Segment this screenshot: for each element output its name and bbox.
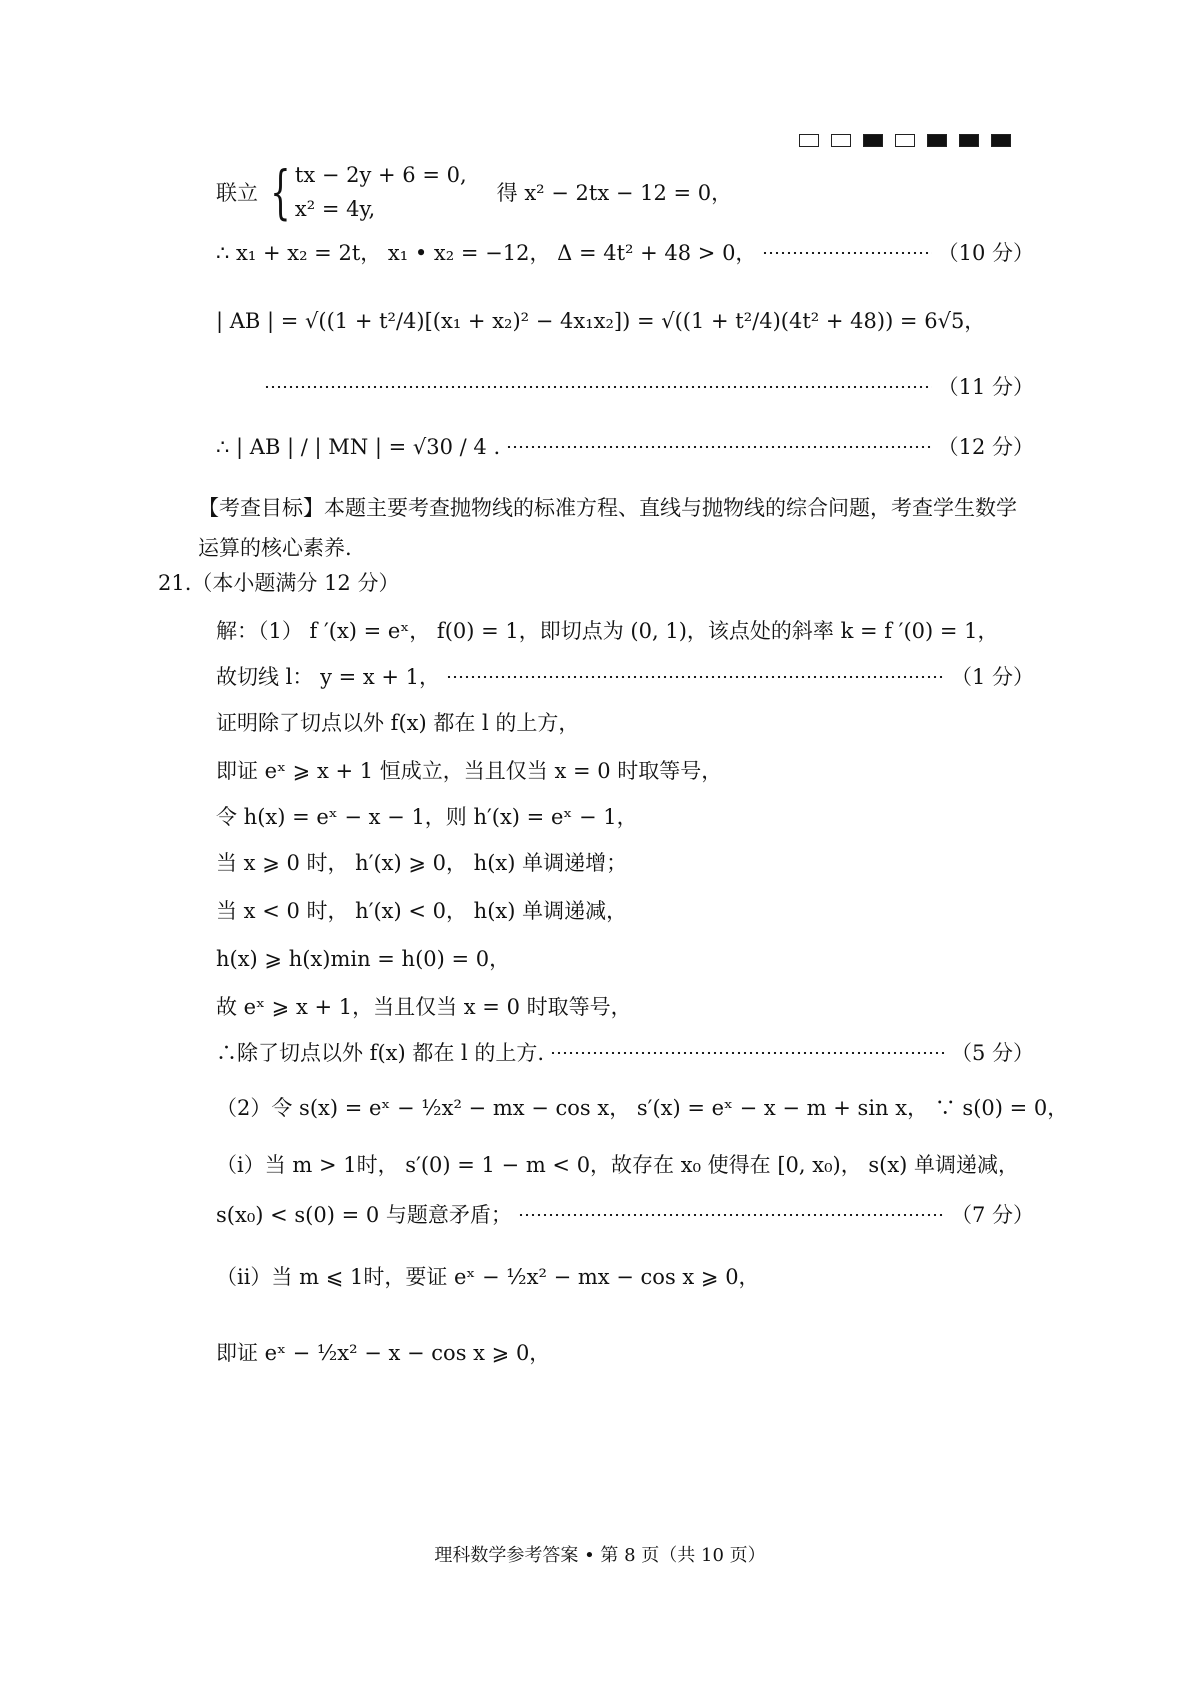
dot-leader xyxy=(550,1052,945,1054)
solution-line xyxy=(216,238,1034,268)
marker-empty xyxy=(799,134,819,147)
line-text: ∴ | AB | / | MN | = √30 / 4 . xyxy=(216,435,501,459)
score-label: （5 分） xyxy=(950,1041,1034,1065)
solution-line xyxy=(216,708,1034,738)
equation-system xyxy=(216,160,732,224)
solution-line xyxy=(216,662,1034,692)
line-text: 当 x < 0 时， h′(x) < 0， h(x) 单调递减， xyxy=(216,899,628,923)
marker-filled xyxy=(991,134,1011,147)
line-text: （2）令 s(x) = eˣ − ½x² − mx − cos x， s′(x) = eˣ − x − m + sin x， ∵ s(0) = 0， xyxy=(216,1096,1069,1120)
line-text: 当 x ⩾ 0 时， h′(x) ⩾ 0， h(x) 单调递增； xyxy=(216,851,628,875)
line-text: h(x) ⩾ h(x)min = h(0) = 0， xyxy=(216,947,511,971)
marker-empty xyxy=(895,134,915,147)
dot-leader xyxy=(446,676,945,678)
system-eq-1: tx − 2y + 6 = 0, xyxy=(294,163,467,187)
marker-empty xyxy=(831,134,851,147)
score-label: （7 分） xyxy=(950,1203,1034,1227)
solution-line xyxy=(216,1038,1034,1068)
line-text: （i）当 m > 1时， s′(0) = 1 − m < 0，故存在 x₀ 使得在 [0, x₀)， s(x) 单调递减， xyxy=(216,1153,1020,1177)
solution-line xyxy=(216,1093,1069,1123)
marker-filled xyxy=(863,134,883,147)
solution-line xyxy=(216,432,1034,462)
left-brace: { xyxy=(270,158,291,226)
page-footer: 理科数学参考答案 • 第 8 页（共 10 页） xyxy=(434,1545,766,1566)
solution-line xyxy=(216,1338,1034,1368)
dot-leader xyxy=(762,252,931,254)
line-text: （ii）当 m ⩽ 1时，要证 eˣ − ½x² − mx − cos x ⩾ 0， xyxy=(216,1265,760,1289)
marker-filled xyxy=(959,134,979,147)
line-text: 即证 eˣ − ½x² − x − cos x ⩾ 0， xyxy=(216,1341,551,1365)
system-label: 联立 xyxy=(216,181,258,205)
system-eq-2: x² = 4y, xyxy=(294,197,376,221)
solution-line xyxy=(258,372,1034,402)
line-text: 故 eˣ ⩾ x + 1，当且仅当 x = 0 时取等号， xyxy=(216,995,632,1019)
question-title: 21.（本小题满分 12 分） xyxy=(158,571,400,595)
solution-line xyxy=(216,306,1034,336)
solution-line xyxy=(216,1262,1034,1292)
exam-target-paragraph: 【考查目标】本题主要考查抛物线的标准方程、直线与抛物线的综合问题，考查学生数学运算的核心素养. xyxy=(198,496,1017,560)
line-text: 故切线 l： y = x + 1， xyxy=(216,665,441,689)
solution-line xyxy=(216,944,1034,974)
line-text: ∴除了切点以外 f(x) 都在 l 的上方. xyxy=(216,1041,545,1065)
line-text: | AB | = √((1 + t²/4)[(x₁ + x₂)² − 4x₁x₂]) = √((1 + t²/4)(4t² + 48)) = 6√5， xyxy=(216,309,986,333)
dot-leader xyxy=(264,386,932,388)
line-text: ∴ x₁ + x₂ = 2t， x₁ • x₂ = −12， Δ = 4t² + 48 > 0， xyxy=(216,241,757,265)
solution-line xyxy=(216,756,1034,786)
score-label: （12 分） xyxy=(937,435,1034,459)
page-marker-squares xyxy=(799,134,1011,147)
solution-line xyxy=(216,802,1034,832)
marker-filled xyxy=(927,134,947,147)
line-text: 证明除了切点以外 f(x) 都在 l 的上方， xyxy=(216,711,580,735)
line-text: 令 h(x) = eˣ − x − 1，则 h′(x) = eˣ − 1， xyxy=(216,805,638,829)
solution-line xyxy=(216,1150,1034,1180)
solution-line xyxy=(216,848,1034,878)
score-label: （10 分） xyxy=(937,241,1034,265)
dot-leader xyxy=(506,446,931,448)
dot-leader xyxy=(518,1214,945,1216)
solution-line xyxy=(216,1200,1034,1230)
score-label: （1 分） xyxy=(950,665,1034,689)
system-result: 得 x² − 2tx − 12 = 0， xyxy=(496,181,733,205)
line-text: s(x₀) < s(0) = 0 与题意矛盾； xyxy=(216,1203,512,1227)
solution-line xyxy=(216,992,1034,1022)
line-text: 即证 eˣ ⩾ x + 1 恒成立，当且仅当 x = 0 时取等号， xyxy=(216,759,723,783)
solution-line xyxy=(216,616,1034,646)
solution-line xyxy=(216,896,1034,926)
score-label: （11 分） xyxy=(937,375,1034,399)
line-text: 解：（1） f ′(x) = eˣ， f(0) = 1，即切点为 (0, 1)，该点处的斜率 k = f ′(0) = 1， xyxy=(216,619,999,643)
